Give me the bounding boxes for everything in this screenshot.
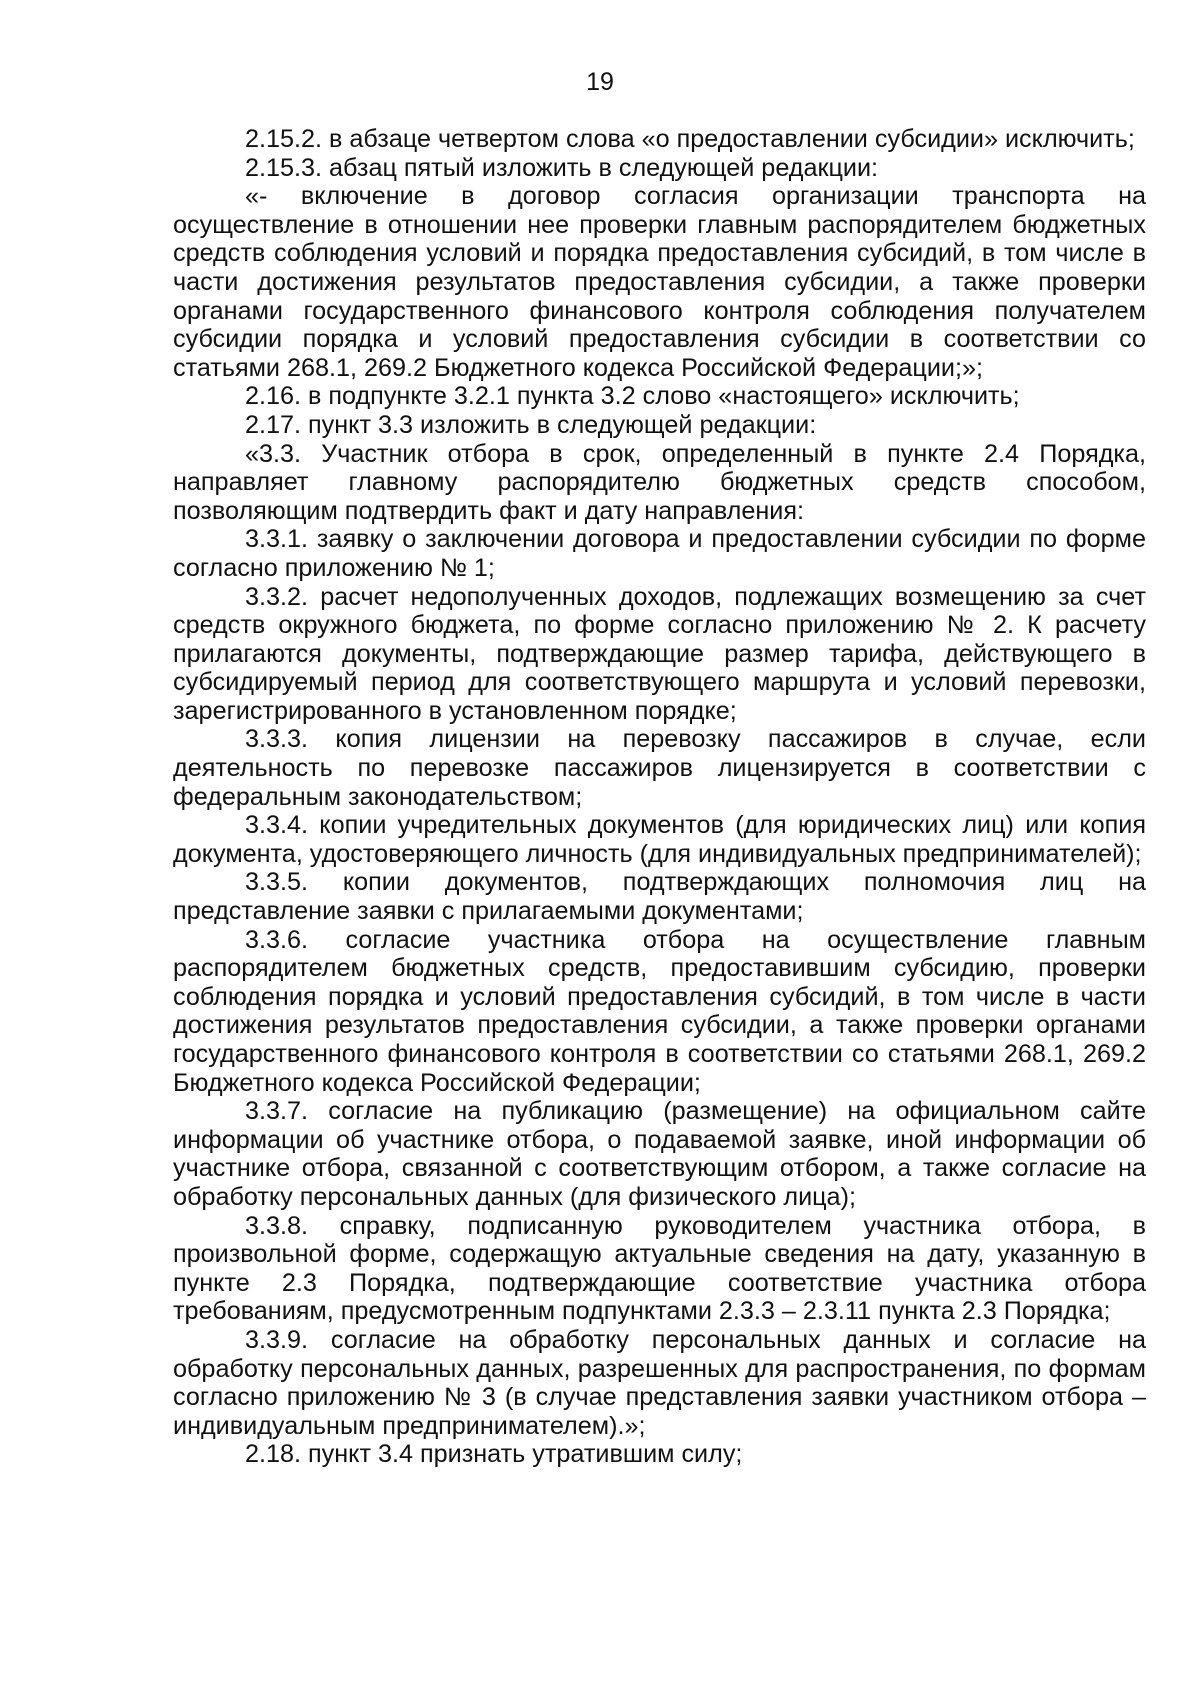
paragraph-2-15-3: 2.15.3. абзац пятый изложить в следующей редакции: — [245, 153, 879, 182]
paragraph-3-3-1: 3.3.1. заявку о заключении договора и предоставлении субсидии по форме согласно приложению № 1; — [173, 525, 1146, 582]
paragraph-2-18: 2.18. пункт 3.4 признать утратившим силу; — [245, 1440, 743, 1469]
paragraph-3-3: «3.3. Участник отбора в срок, определенный в пункте 2.4 Порядка, направляет главному распорядителю бюджетных средств способом, позволяющим подтвердить факт и дату направления: — [173, 439, 1146, 525]
paragraph-2-17: 2.17. пункт 3.3 изложить в следующей редакции: — [245, 410, 817, 439]
paragraph-3-3-7: 3.3.7. согласие на публикацию (размещение) на официальном сайте информации об участнике отбора, о подаваемой заявке, иной информации об участнике отбора, связанной с соответствующим отбором, а также согласие на обработку персональных данных (для физического лица); — [173, 1097, 1146, 1211]
paragraph-2-16: 2.16. в подпункте 3.2.1 пункта 3.2 слово «настоящего» исключить; — [245, 382, 1020, 411]
paragraph-3-3-3: 3.3.3. копия лицензии на перевозку пассажиров в случае, если деятельность по перевозке пассажиров лицензируется в соответствии с федеральным законодательством; — [173, 725, 1146, 811]
paragraph-3-3-8: 3.3.8. справку, подписанную руководителем участника отбора, в произвольной форме, содержащую актуальные сведения на дату, указанную в пункте 2.3 Порядка, подтверждающие соответствие участника отбора требованиям, предусмотренным подпунктами 2.3.3 – 2.3.11 пункта 2.3 Порядка; — [173, 1211, 1146, 1326]
paragraph-quoted-clause: «- включение в договор согласия организации транспорта на осуществление в отношении нее проверки главным распорядителем бюджетных средств соблюдения условий и порядка предоставления субсидий, в том числе в части достижения результатов предоставления субсидии, а также проверки органами государственного финансового контроля соблюдения получателем субсидии порядка и условий предоставления субсидии в соответствии со статьями 268.1, 269.2 Бюджетного кодекса Российской Федерации;»; — [173, 182, 1146, 382]
document-body — [173, 125, 1146, 1469]
page-number: 19 — [586, 68, 614, 96]
paragraph-3-3-2: 3.3.2. расчет недополученных доходов, подлежащих возмещению за счет средств окружного бюджета, по форме согласно приложению № 2. К расчету прилагаются документы, подтверждающие размер тарифа, действующего в субсидируемый период для соответствующего маршрута и условий перевозки, зарегистрированного в установленном порядке; — [173, 582, 1146, 725]
paragraph-2-15-2: 2.15.2. в абзаце четвертом слова «о предоставлении субсидии» исключить; — [245, 125, 1135, 153]
paragraph-3-3-6: 3.3.6. согласие участника отбора на осуществление главным распорядителем бюджетных средств, предоставившим субсидию, проверки соблюдения порядка и условий предоставления субсидий, в том числе в части достижения результатов предоставления субсидии, а также проверки органами государственного финансового контроля в соответствии со статьями 268.1, 269.2 Бюджетного кодекса Российской Федерации; — [173, 925, 1146, 1097]
paragraph-3-3-5: 3.3.5. копии документов, подтверждающих полномочия лиц на представление заявки с прилагаемыми документами; — [173, 868, 1146, 926]
paragraph-3-3-9: 3.3.9. согласие на обработку персональных данных и согласие на обработку персональных данных, разрешенных для распространения, по формам согласно приложению № 3 (в случае представления заявки участником отбора – индивидуальным предпринимателем).»; — [173, 1325, 1146, 1440]
paragraph-3-3-4: 3.3.4. копии учредительных документов (для юридических лиц) или копия документа, удостоверяющего личность (для индивидуальных предпринимателей); — [173, 811, 1146, 868]
